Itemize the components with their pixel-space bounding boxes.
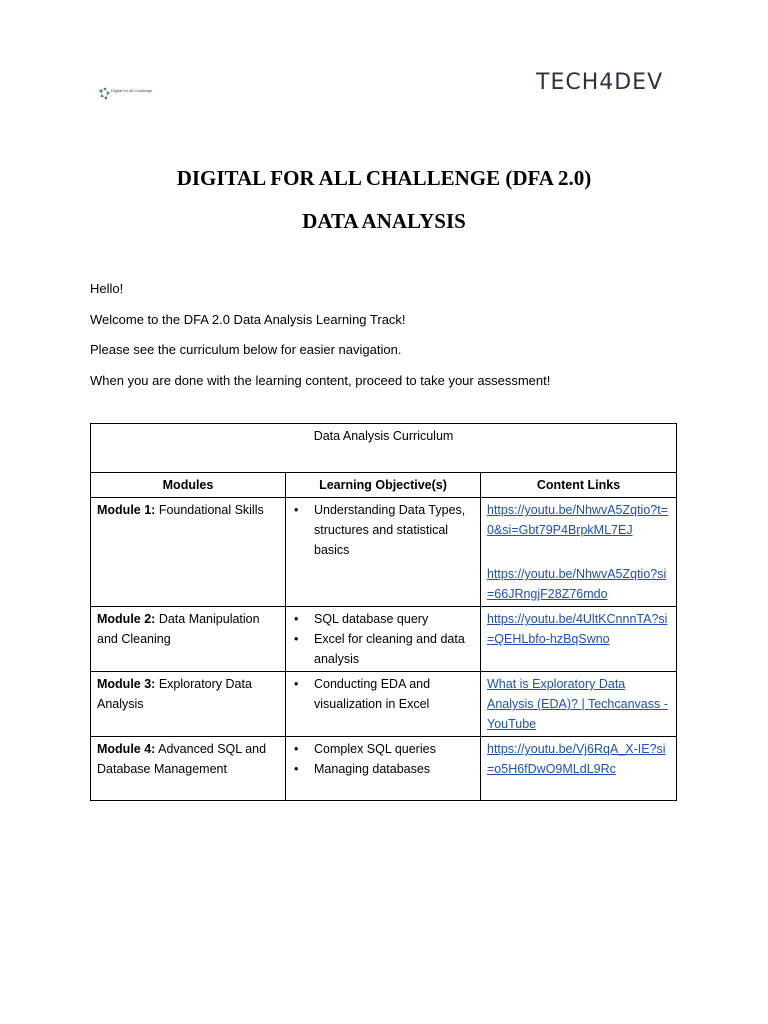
document-title: DIGITAL FOR ALL CHALLENGE (DFA 2.0)	[176, 166, 592, 190]
module-name: Exploratory Data Analysis	[97, 677, 252, 711]
module-label: Module 3:	[97, 677, 156, 691]
module-label: Module 1:	[97, 503, 156, 517]
content-link[interactable]: https://youtu.be/Vj6RqA_X-IE?si=o5H6fDwO9MLdL9Rc	[487, 742, 666, 776]
content-link[interactable]: https://youtu.be/NhwvA5Zqtio?si=66JRngjF28Z76mdo	[487, 567, 667, 601]
column-header-objectives: Learning Objective(s)	[286, 473, 481, 498]
links-cell	[481, 607, 677, 672]
links-cell	[481, 672, 677, 737]
objective-item: • Conducting EDA and visualization in Excel	[314, 674, 474, 714]
document-subtitle: DATA ANALYSIS	[302, 209, 466, 233]
objectives-cell	[286, 607, 481, 672]
objective-item: • Understanding Data Types, structures and statistical basics	[314, 500, 474, 560]
table-row	[91, 672, 677, 737]
intro-assessment: When you are done with the learning content, proceed to take your assessment!	[90, 373, 551, 388]
content-link[interactable]: What is Exploratory Data Analysis (EDA)? | Techcanvass - YouTube	[487, 677, 668, 731]
curriculum-table	[90, 423, 677, 801]
module-name: Foundational Skills	[155, 503, 264, 517]
intro-navigation: Please see the curriculum below for easier navigation.	[90, 342, 402, 357]
column-header-links: Content Links	[481, 473, 677, 498]
module-label: Module 2:	[97, 612, 156, 626]
module-label: Module 4:	[97, 742, 156, 756]
objectives-cell	[286, 737, 481, 801]
module-cell	[91, 498, 286, 607]
table-row	[91, 607, 677, 672]
tech4dev-logo: TECH4DEV	[536, 70, 664, 95]
module-cell	[91, 607, 286, 672]
objective-item: • Managing databases	[314, 759, 474, 779]
intro-welcome: Welcome to the DFA 2.0 Data Analysis Learning Track!	[90, 312, 406, 327]
module-cell	[91, 672, 286, 737]
dfa-logo-text: Digital for All Challenge	[111, 88, 153, 93]
table-row	[91, 737, 677, 801]
intro-greeting: Hello!	[90, 281, 124, 296]
links-cell	[481, 498, 677, 607]
content-link[interactable]: https://youtu.be/4UltKCnnnTA?si=QEHLbfo-hzBqSwno	[487, 612, 668, 646]
module-cell	[91, 737, 286, 801]
objective-item: • SQL database query	[314, 609, 474, 629]
objective-item: • Complex SQL queries	[314, 739, 474, 759]
module-name: Data Manipulation and Cleaning	[97, 612, 260, 646]
links-cell	[481, 737, 677, 801]
objectives-cell	[286, 498, 481, 607]
table-caption: Data Analysis Curriculum	[91, 424, 677, 473]
module-name: Advanced SQL and Database Management	[97, 742, 267, 776]
column-header-modules: Modules	[91, 473, 286, 498]
objective-item: • Excel for cleaning and data analysis	[314, 629, 474, 669]
table-row	[91, 498, 677, 607]
objectives-cell	[286, 672, 481, 737]
content-link[interactable]: https://youtu.be/NhwvA5Zqtio?t=0&si=Gbt79P4BrpkML7EJ	[487, 503, 669, 537]
dfa-logo	[97, 86, 153, 104]
